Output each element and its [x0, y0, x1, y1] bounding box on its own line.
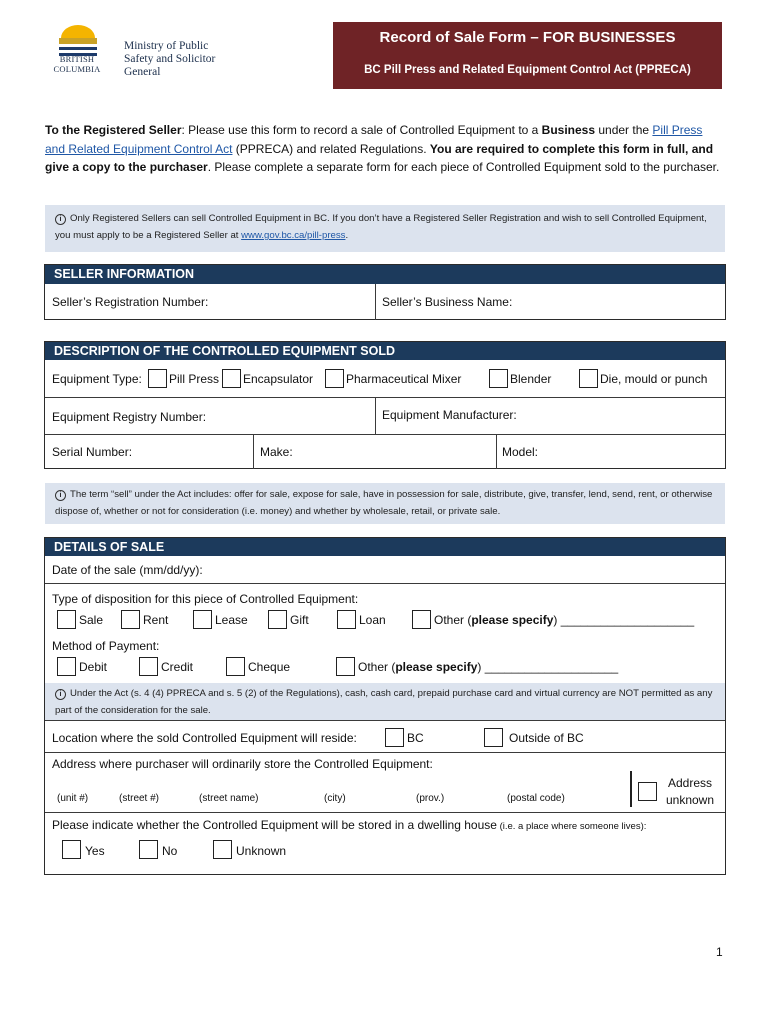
bc-checkbox[interactable]	[385, 728, 404, 747]
other-prefix: Other (	[434, 613, 472, 627]
ministry-name: Ministry of Public Safety and Solicitor General	[124, 40, 216, 78]
location-label: Location where the sold Controlled Equipment will reside:	[52, 731, 357, 745]
info-icon: i	[55, 490, 66, 501]
option-label: BC	[407, 731, 424, 745]
equipment-manufacturer-field[interactable]: Equipment Manufacturer:	[382, 408, 517, 422]
dwelling-no-checkbox[interactable]	[139, 840, 158, 859]
lease-checkbox[interactable]	[193, 610, 212, 629]
other-disposition-checkbox[interactable]	[412, 610, 431, 629]
please-specify: please specify	[471, 613, 554, 627]
other-prefix: Other (	[358, 660, 396, 674]
option-label: Encapsulator	[243, 372, 314, 386]
equipment-registry-number-field[interactable]: Equipment Registry Number:	[52, 410, 207, 424]
outside-bc-checkbox[interactable]	[484, 728, 503, 747]
gift-checkbox[interactable]	[268, 610, 287, 629]
intro-lead: To the Registered Seller	[45, 123, 182, 137]
option-label: No	[162, 844, 178, 858]
intro-text: . Please complete a separate form for each piece of Controlled Equipment sold to the purchaser.	[207, 160, 720, 174]
form-title: Record of Sale Form – FOR BUSINESSES	[379, 29, 676, 46]
address-unknown-checkbox[interactable]	[638, 782, 657, 801]
divider	[45, 583, 725, 584]
form-title-banner	[333, 22, 722, 89]
divider	[630, 771, 632, 807]
dwelling-note: (i.e. a place where someone lives):	[496, 821, 647, 832]
intro-required: You are required to complete this form in full, and give a copy to the purchaser	[45, 141, 714, 174]
notice-text: The term “sell” under the Act includes: offer for sale, expose for sale, have in possession for sale, distribute, give, transfer, lend, send, rent, or otherwise dispose of, whether or not for consideration (i.e. money) and whether by wholesale, retail, or private sale.	[55, 489, 713, 517]
other-blank: ) ____________________	[477, 660, 619, 674]
storage-address-label: Address where purchaser will ordinarily store the Controlled Equipment:	[52, 757, 433, 771]
rent-checkbox[interactable]	[121, 610, 140, 629]
option-label: Blender	[510, 372, 552, 386]
option-label: Gift	[290, 613, 309, 627]
pill-press-link[interactable]: www.gov.bc.ca/pill-press	[241, 230, 346, 241]
equipment-section	[44, 341, 726, 469]
other-payment-checkbox[interactable]	[336, 657, 355, 676]
option-label: Sale	[79, 613, 104, 627]
option-label: Pharmaceutical Mixer	[346, 372, 462, 386]
other-blank: ) ____________________	[553, 613, 695, 627]
disposition-label: Type of disposition for this piece of Controlled Equipment:	[52, 592, 359, 606]
cheque-checkbox[interactable]	[226, 657, 245, 676]
option-label: Lease	[215, 613, 248, 627]
street-name-field[interactable]: (street name)	[199, 793, 259, 804]
serial-number-field[interactable]: Serial Number:	[52, 445, 133, 459]
info-icon: i	[55, 214, 66, 225]
divider	[45, 720, 725, 721]
intro-paragraph	[45, 121, 725, 177]
seller-information-heading: SELLER INFORMATION	[45, 265, 725, 284]
sale-date-field[interactable]: Date of the sale (mm/dd/yy):	[52, 563, 203, 577]
divider	[496, 434, 497, 469]
divider	[375, 284, 376, 320]
encapsulator-checkbox[interactable]	[222, 369, 241, 388]
model-field[interactable]: Model:	[502, 445, 539, 459]
option-label: Yes	[85, 844, 105, 858]
divider	[375, 397, 376, 434]
option-label: Unknown	[236, 844, 287, 858]
seller-registration-number-field[interactable]: Seller’s Registration Number:	[52, 295, 209, 309]
intro-text: (PPRECA) and related Regulations.	[232, 141, 430, 156]
notice-text: Under the Act (s. 4 (4) PPRECA and s. 5 (2) of the Regulations), cash, cash card, prepaid purchase card and virtual currency are NOT permitted as any part of the consideration for the sale.	[55, 688, 713, 716]
notice-text: Only Registered Sellers can sell Controlled Equipment in BC. If you don’t have a Registered Seller Registration and wish to sell Controlled Equipment, you must apply to be a Registered Seller at	[55, 213, 707, 241]
address-unknown-label: Address unknown	[665, 776, 715, 807]
info-icon: i	[55, 689, 66, 700]
option-label: Debit	[79, 660, 108, 674]
city-field[interactable]: (city)	[324, 793, 346, 804]
dwelling-yes-checkbox[interactable]	[62, 840, 81, 859]
bc-wordmark: BRITISH COLUMBIA	[53, 54, 101, 74]
bc-sun-icon	[45, 24, 115, 58]
seller-business-name-field[interactable]: Seller’s Business Name:	[382, 295, 513, 309]
option-label: Loan	[359, 613, 386, 627]
intro-text: under the	[595, 123, 653, 137]
dwelling-question: Please indicate whether the Controlled Equipment will be stored in a dwelling house	[52, 818, 497, 832]
option-label: Pill Press	[169, 372, 220, 386]
divider	[45, 434, 725, 435]
intro-business: Business	[541, 123, 596, 137]
notice-end: .	[345, 230, 349, 241]
option-label: Die, mould or punch	[600, 372, 708, 386]
debit-checkbox[interactable]	[57, 657, 76, 676]
postal-code-field[interactable]: (postal code)	[507, 793, 565, 804]
dwelling-label	[52, 818, 646, 832]
loan-checkbox[interactable]	[337, 610, 356, 629]
payment-method-label: Method of Payment:	[52, 639, 160, 653]
divider	[45, 752, 725, 753]
die-mould-punch-checkbox[interactable]	[579, 369, 598, 388]
other-disposition-field[interactable]	[434, 613, 694, 627]
intro-text: : Please use this form to record a sale of Controlled Equipment to a	[181, 123, 542, 137]
blender-checkbox[interactable]	[489, 369, 508, 388]
pill-press-checkbox[interactable]	[148, 369, 167, 388]
please-specify: please specify	[395, 660, 478, 674]
divider	[253, 434, 254, 469]
form-subtitle: BC Pill Press and Related Equipment Control Act (PPRECA)	[364, 64, 691, 76]
dwelling-unknown-checkbox[interactable]	[213, 840, 232, 859]
make-field[interactable]: Make:	[260, 445, 293, 459]
unit-number-field[interactable]: (unit #)	[57, 793, 89, 804]
equipment-heading: DESCRIPTION OF THE CONTROLLED EQUIPMENT SOLD	[45, 342, 725, 360]
option-label: Credit	[161, 660, 194, 674]
details-of-sale-heading: DETAILS OF SALE	[45, 538, 725, 556]
pharmaceutical-mixer-checkbox[interactable]	[325, 369, 344, 388]
other-payment-field[interactable]	[358, 660, 618, 674]
option-label: Rent	[143, 613, 169, 627]
prohibited-payment-notice	[45, 683, 725, 720]
divider	[45, 397, 725, 398]
registered-seller-notice	[45, 205, 725, 252]
act-link[interactable]: Pill Press and Related Equipment Control Act	[45, 123, 703, 156]
divider	[45, 812, 725, 813]
sale-checkbox[interactable]	[57, 610, 76, 629]
page-number: 1	[716, 945, 723, 959]
sell-definition-notice	[45, 483, 725, 524]
option-label: Outside of BC	[509, 731, 584, 745]
province-field[interactable]: (prov.)	[416, 793, 445, 804]
credit-checkbox[interactable]	[139, 657, 158, 676]
street-number-field[interactable]: (street #)	[119, 793, 160, 804]
option-label: Cheque	[248, 660, 291, 674]
equipment-type-label: Equipment Type:	[52, 372, 142, 386]
